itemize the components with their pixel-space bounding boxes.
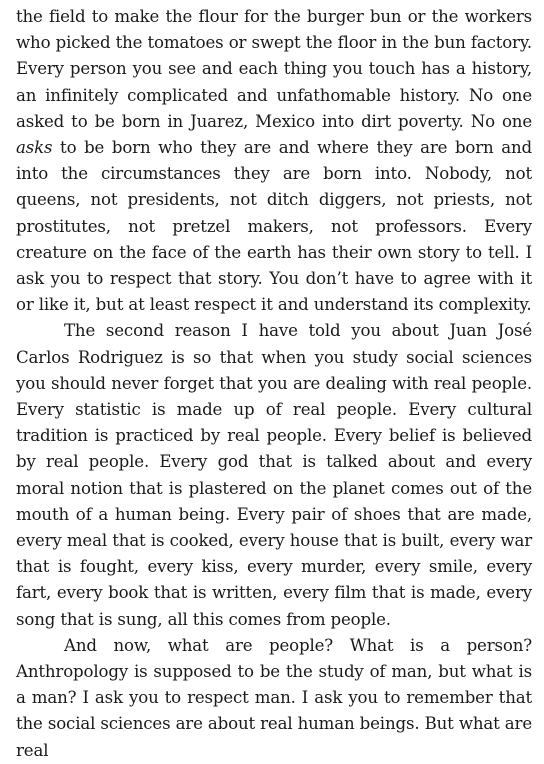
- paragraph-1-text-start: the field to make the flour for the burger bun or the workers who picked the tomatoes or swept the floor in the bun factory. Every person you see and each thing you touch has a history, an infinitely complicated and unfathomable history. No one asked to be born in Juarez, Mexico into dirt poverty. No one: [16, 7, 532, 131]
- paragraph-2: The second reason I have told you about Juan José Carlos Rodriguez is so that when you study social sciences you should never forget that you are dealing with real people. Every statistic is made up of real people. Every cultural tradition is practiced by real people. Every belief is believed by real people. Every god that is talked about and every moral notion that is plastered on the planet comes out of the mouth of a human being. Every pair of shoes that are made, every meal that is cooked, every house that is built, every war that is fought, every kiss, every murder, every smile, every fart, every book that is written, every film that is made, every song that is sung, all this comes from people.: [16, 321, 532, 629]
- paragraph-3: And now, what are people? What is a person? Anthropology is supposed to be the study of man, but what is a man? I ask you to respect man. I ask you to remember that the social sciences are about real human beings. But what are real: [16, 635, 532, 760]
- paragraph-1-text-end: to be born who they are and where they are born and into the circumstances they are born into. Nobody, not queens, not presidents, not ditch diggers, not priests, not prostitutes, not pretzel makers, not professors. Every creature on the face of the earth has their own story to tell. I ask you to respect that story. You don’t have to agree with it or like it, but at least respect it and understand its complexity.: [16, 138, 532, 315]
- emphasized-word: asks: [16, 138, 53, 158]
- paragraph-1: [16, 4, 532, 318]
- document-page: [16, 4, 532, 764]
